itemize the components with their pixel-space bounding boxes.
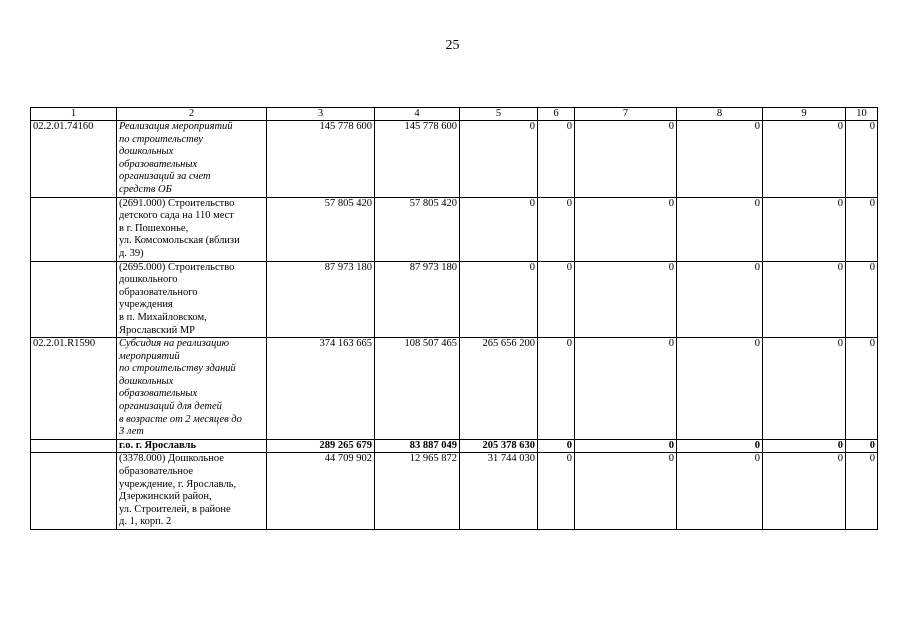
row-name-line: дошкольных (119, 146, 174, 158)
row-value-col-3: 44 709 902 (267, 453, 375, 530)
row-name-line: учреждения (119, 299, 173, 311)
table-row (31, 261, 878, 338)
row-code (31, 261, 117, 338)
row-value-col-5: 0 (460, 197, 538, 261)
table-row (31, 121, 878, 198)
row-name-line: организаций для детей (119, 401, 222, 413)
row-code (31, 197, 117, 261)
row-value-col-3: 289 265 679 (267, 439, 375, 453)
row-value-col-9: 0 (763, 338, 846, 440)
row-name-line: (2695.000) Строительство (119, 261, 235, 273)
row-value-col-4: 12 965 872 (375, 453, 460, 530)
row-name-line: образовательных (119, 158, 198, 170)
row-value-col-6: 0 (538, 439, 575, 453)
table-row (31, 453, 878, 530)
row-value-col-9: 0 (763, 197, 846, 261)
column-header: 3 (267, 108, 375, 121)
row-name-line: детского сада на 110 мест (119, 210, 234, 222)
row-value-col-10: 0 (846, 453, 878, 530)
row-value-col-7: 0 (575, 197, 677, 261)
row-name-line: по строительству (119, 133, 203, 145)
row-value-col-10: 0 (846, 338, 878, 440)
row-value-col-6: 0 (538, 338, 575, 440)
row-value-col-7: 0 (575, 338, 677, 440)
row-value-col-7: 0 (575, 453, 677, 530)
row-name-line: по строительству зданий (119, 363, 236, 375)
row-value-col-9: 0 (763, 121, 846, 198)
row-value-col-7: 0 (575, 439, 677, 453)
table-row (31, 197, 878, 261)
row-value-col-5: 205 378 630 (460, 439, 538, 453)
row-name-line: (2691.000) Строительство (119, 197, 235, 209)
row-value-col-3: 374 163 665 (267, 338, 375, 440)
row-name-line: г.о. г. Ярославль (119, 439, 196, 451)
row-name (117, 197, 267, 261)
row-code (31, 453, 117, 530)
row-value-col-4: 57 805 420 (375, 197, 460, 261)
row-name-line: в п. Михайловском, (119, 311, 207, 323)
row-name-line: средств ОБ (119, 183, 172, 195)
row-value-col-8: 0 (677, 197, 763, 261)
page-number: 25 (445, 38, 460, 53)
row-value-col-10: 0 (846, 261, 878, 338)
row-name (117, 121, 267, 198)
row-value-col-5: 265 656 200 (460, 338, 538, 440)
row-name-line: в г. Пошехонье, (119, 222, 189, 234)
row-code: 02.2.01.74160 (31, 121, 117, 198)
row-value-col-3: 87 973 180 (267, 261, 375, 338)
row-value-col-6: 0 (538, 197, 575, 261)
column-header: 2 (117, 108, 267, 121)
row-name-line: в возрасте от 2 месяцев до (119, 413, 242, 425)
header-row (31, 108, 878, 121)
row-value-col-7: 0 (575, 261, 677, 338)
row-name-line: дошкольного (119, 274, 178, 286)
row-value-col-8: 0 (677, 121, 763, 198)
row-value-col-6: 0 (538, 453, 575, 530)
row-name-line: организаций за счет (119, 171, 211, 183)
row-name-line: ул. Комсомольская (вблизи (119, 235, 240, 247)
budget-table (30, 107, 878, 530)
row-value-col-5: 0 (460, 121, 538, 198)
row-value-col-8: 0 (677, 261, 763, 338)
row-name-line: образовательного (119, 286, 198, 298)
row-name-line: образовательных (119, 388, 198, 400)
row-code (31, 439, 117, 453)
row-value-col-5: 31 744 030 (460, 453, 538, 530)
row-name-line: образовательное (119, 466, 193, 478)
row-value-col-6: 0 (538, 261, 575, 338)
row-value-col-10: 0 (846, 439, 878, 453)
row-name-line: ул. Строителей, в районе (119, 503, 231, 515)
row-value-col-4: 87 973 180 (375, 261, 460, 338)
row-name-line: д. 1, корп. 2 (119, 516, 172, 528)
row-code: 02.2.01.R1590 (31, 338, 117, 440)
row-name (117, 261, 267, 338)
row-name-line: мероприятий (119, 350, 180, 362)
row-name-line: (3378.000) Дошкольное (119, 453, 224, 465)
row-name (117, 453, 267, 530)
row-name-line: 3 лет (119, 426, 144, 438)
row-name-line: дошкольных (119, 375, 174, 387)
row-value-col-4: 145 778 600 (375, 121, 460, 198)
row-value-col-10: 0 (846, 121, 878, 198)
column-header: 6 (538, 108, 575, 121)
row-value-col-3: 145 778 600 (267, 121, 375, 198)
column-header: 10 (846, 108, 878, 121)
row-name-line: д. 39) (119, 247, 144, 259)
row-value-col-3: 57 805 420 (267, 197, 375, 261)
row-value-col-8: 0 (677, 338, 763, 440)
row-name (117, 439, 267, 453)
row-name-line: учреждение, г. Ярославль, (119, 478, 237, 490)
row-name-line: Реализация мероприятий (119, 121, 233, 132)
column-header: 9 (763, 108, 846, 121)
column-header: 7 (575, 108, 677, 121)
row-value-col-9: 0 (763, 453, 846, 530)
row-value-col-9: 0 (763, 261, 846, 338)
row-name-line: Дзержинский район, (119, 491, 212, 503)
row-value-col-4: 83 887 049 (375, 439, 460, 453)
row-value-col-8: 0 (677, 439, 763, 453)
row-value-col-4: 108 507 465 (375, 338, 460, 440)
row-value-col-7: 0 (575, 121, 677, 198)
column-header: 5 (460, 108, 538, 121)
row-name-line: Субсидия на реализацию (119, 338, 229, 350)
table-row (31, 338, 878, 440)
row-value-col-9: 0 (763, 439, 846, 453)
column-header: 8 (677, 108, 763, 121)
column-header: 4 (375, 108, 460, 121)
row-name (117, 338, 267, 440)
row-name-line: Ярославский МР (119, 324, 196, 336)
row-value-col-8: 0 (677, 453, 763, 530)
row-value-col-5: 0 (460, 261, 538, 338)
row-value-col-10: 0 (846, 197, 878, 261)
column-header: 1 (31, 108, 117, 121)
table-row (31, 439, 878, 453)
row-value-col-6: 0 (538, 121, 575, 198)
